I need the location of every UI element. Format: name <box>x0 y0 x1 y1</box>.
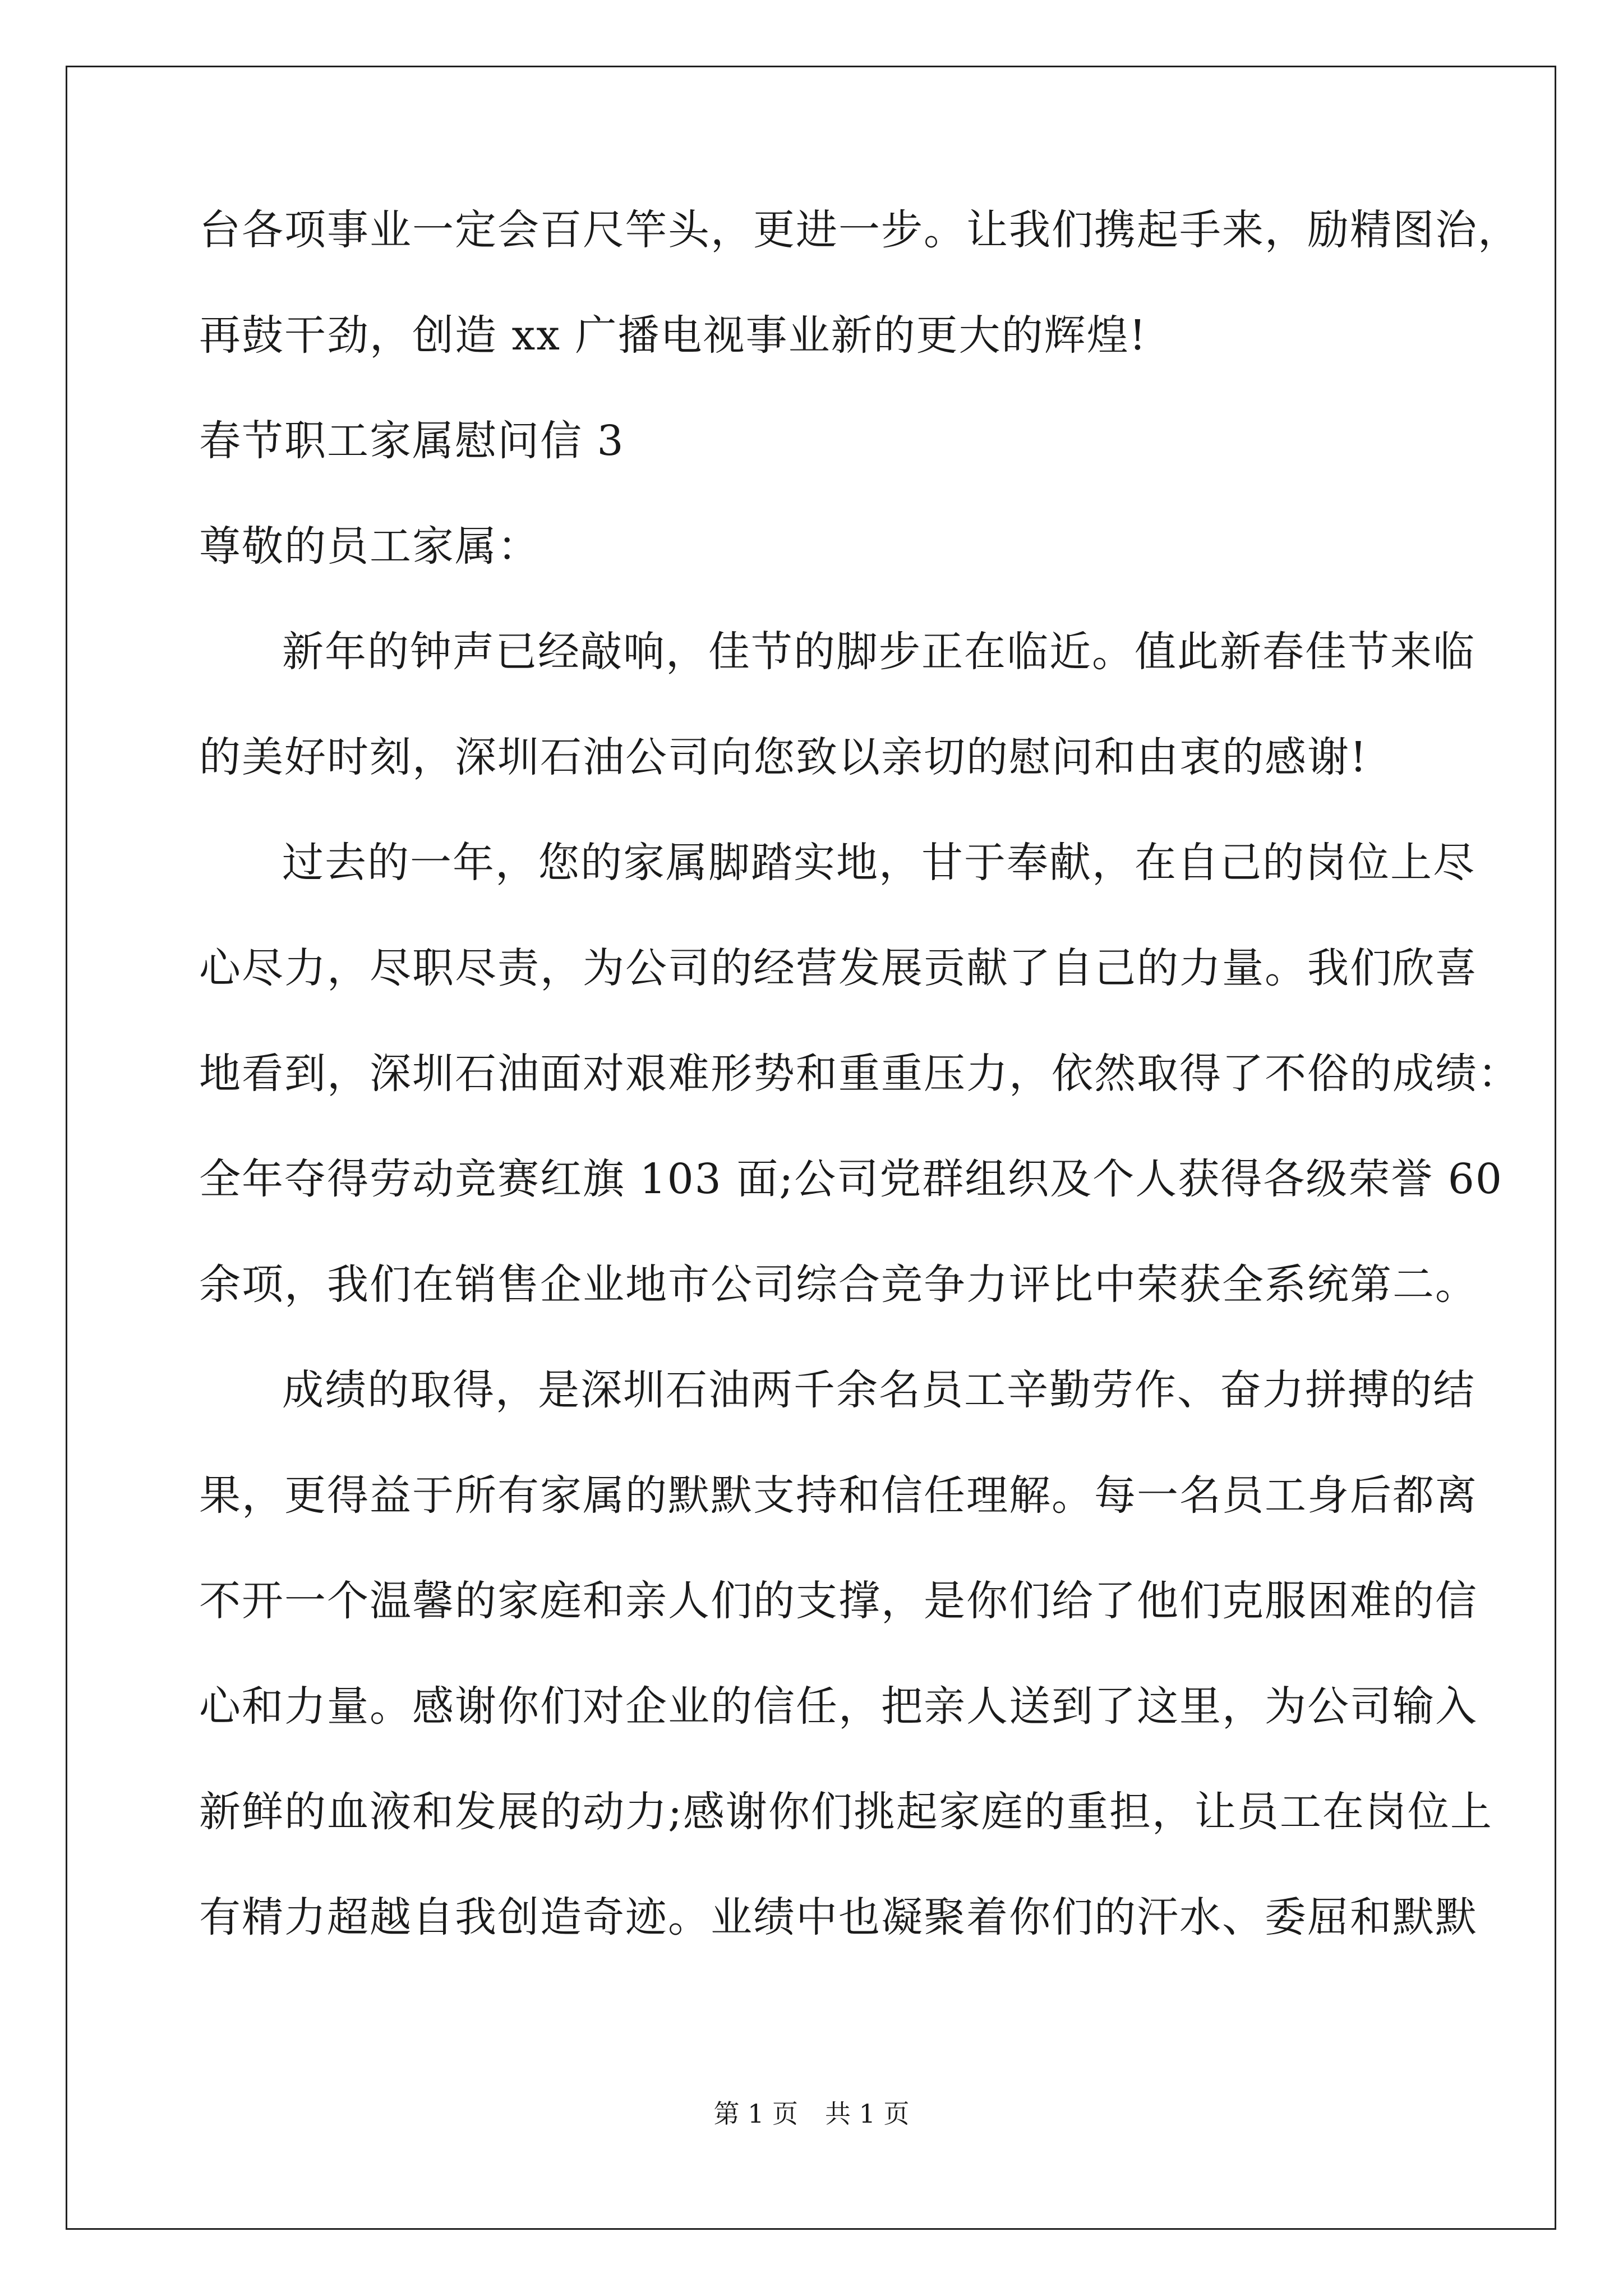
paragraph-3-line-2: 果，更得益于所有家属的默默支持和信任理解。每一名员工身后都离 <box>199 1471 1478 1520</box>
paragraph-2-line-5: 余项，我们在销售企业地市公司综合竞争力评比中荣获全系统第二。 <box>199 1260 1478 1309</box>
salutation: 尊敬的员工家属： <box>199 522 540 570</box>
text-line-1: 台各项事业一定会百尺竿头，更进一步。让我们携起手来，励精图治， <box>199 206 1520 254</box>
paragraph-1-line-1: 新年的钟声已经敲响，佳节的脚步正在临近。值此新春佳节来临 <box>282 628 1476 676</box>
paragraph-1-line-2: 的美好时刻，深圳石油公司向您致以亲切的慰问和由衷的感谢! <box>199 733 1368 781</box>
paragraph-2-line-2: 心尽力，尽职尽责，为公司的经营发展贡献了自己的力量。我们欣喜 <box>199 944 1478 992</box>
text-line-2: 再鼓干劲，创造 xx 广播电视事业新的更大的辉煌! <box>199 311 1147 360</box>
paragraph-3-line-1: 成绩的取得，是深圳石油两千余名员工辛勤劳作、奋力拼搏的结 <box>282 1366 1476 1414</box>
paragraph-3-line-5: 新鲜的血液和发展的动力;感谢你们挑起家庭的重担，让员工在岗位上 <box>199 1788 1493 1836</box>
paragraph-3-line-4: 心和力量。感谢你们对企业的信任，把亲人送到了这里，为公司输入 <box>199 1682 1478 1731</box>
paragraph-3-line-6: 有精力超越自我创造奇迹。业绩中也凝聚着你们的汗水、委屈和默默 <box>199 1893 1478 1941</box>
page-number: 第 1 页 <box>713 2099 798 2129</box>
paragraph-2-line-4: 全年夺得劳动竞赛红旗 103 面;公司党群组织及个人获得各级荣誉 60 <box>199 1155 1503 1203</box>
paragraph-2-line-3: 地看到，深圳石油面对艰难形势和重重压力，依然取得了不俗的成绩： <box>199 1050 1520 1098</box>
page-footer <box>0 2098 1623 2129</box>
letter-title: 春节职工家属慰问信 3 <box>199 417 625 465</box>
paragraph-3-line-3: 不开一个温馨的家庭和亲人们的支撑，是你们给了他们克服困难的信 <box>199 1577 1478 1625</box>
paragraph-2-line-1: 过去的一年，您的家属脚踏实地，甘于奉献，在自己的岗位上尽 <box>282 839 1476 887</box>
page-total: 共 1 页 <box>825 2099 910 2129</box>
